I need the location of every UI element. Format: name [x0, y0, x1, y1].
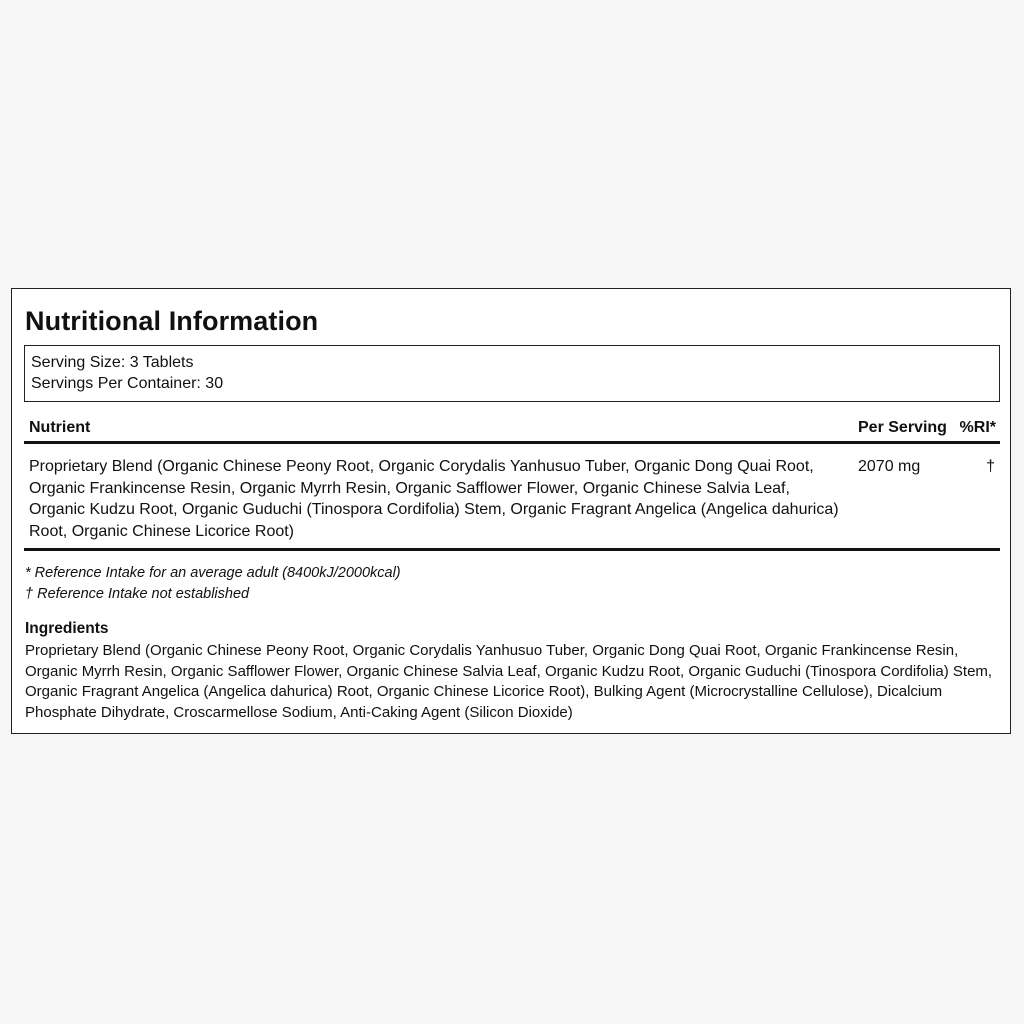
table-row: [24, 444, 1000, 551]
row-ri-value: †: [986, 458, 995, 475]
nutrient-table-header: [24, 415, 1000, 444]
header-per-serving: Per Serving: [858, 419, 947, 436]
label-title: Nutritional Information: [25, 306, 319, 336]
footnotes: [25, 563, 401, 604]
footnote-not-established: † Reference Intake not established: [25, 585, 250, 602]
nutrition-label-panel: [11, 288, 1011, 734]
serving-size: Serving Size: 3 Tablets: [31, 354, 194, 371]
footnote-reference-intake: * Reference Intake for an average adult (8400kJ/2000kcal): [25, 565, 401, 581]
ingredients-text: Proprietary Blend (Organic Chinese Peony Root, Organic Corydalis Yanhusuo Tuber, Organic Dong Quai Root, Organic Frankincense Resin, Organic Myrrh Resin, Organic Safflower Flower, Organic Chinese Salvia Leaf, Organic Kudzu Root, Organic Guduchi (Tinospora Cordifolia) Stem, Organic Fragrant Angelica (Angelica dahurica) Root, Organic Chinese Licorice Root), Bulking Agent (Microcrystalline Cellulose), Dicalcium Phosphate Dihydrate, Croscarmellose Sodium, Anti-Caking Agent (Silicon Dioxide): [25, 642, 993, 722]
row-per-serving: 2070 mg: [858, 458, 921, 475]
servings-per-container: Servings Per Container: 30: [31, 375, 224, 392]
ingredients-heading: Ingredients: [25, 620, 109, 637]
serving-info-box: [24, 345, 1000, 402]
header-ri: %RI*: [959, 419, 996, 436]
header-nutrient: Nutrient: [29, 419, 91, 436]
row-nutrient-name: Proprietary Blend (Organic Chinese Peony Root, Organic Corydalis Yanhusuo Tuber, Organic Dong Quai Root, Organic Frankincense Resin, Organic Myrrh Resin, Organic Safflower Flower, Organic Chinese Salvia Leaf, Organic Kudzu Root, Organic Guduchi (Tinospora Cordifolia) Stem, Organic Fragrant Angelica (Angelica dahurica) Root, Organic Chinese Licorice Root): [29, 458, 839, 540]
